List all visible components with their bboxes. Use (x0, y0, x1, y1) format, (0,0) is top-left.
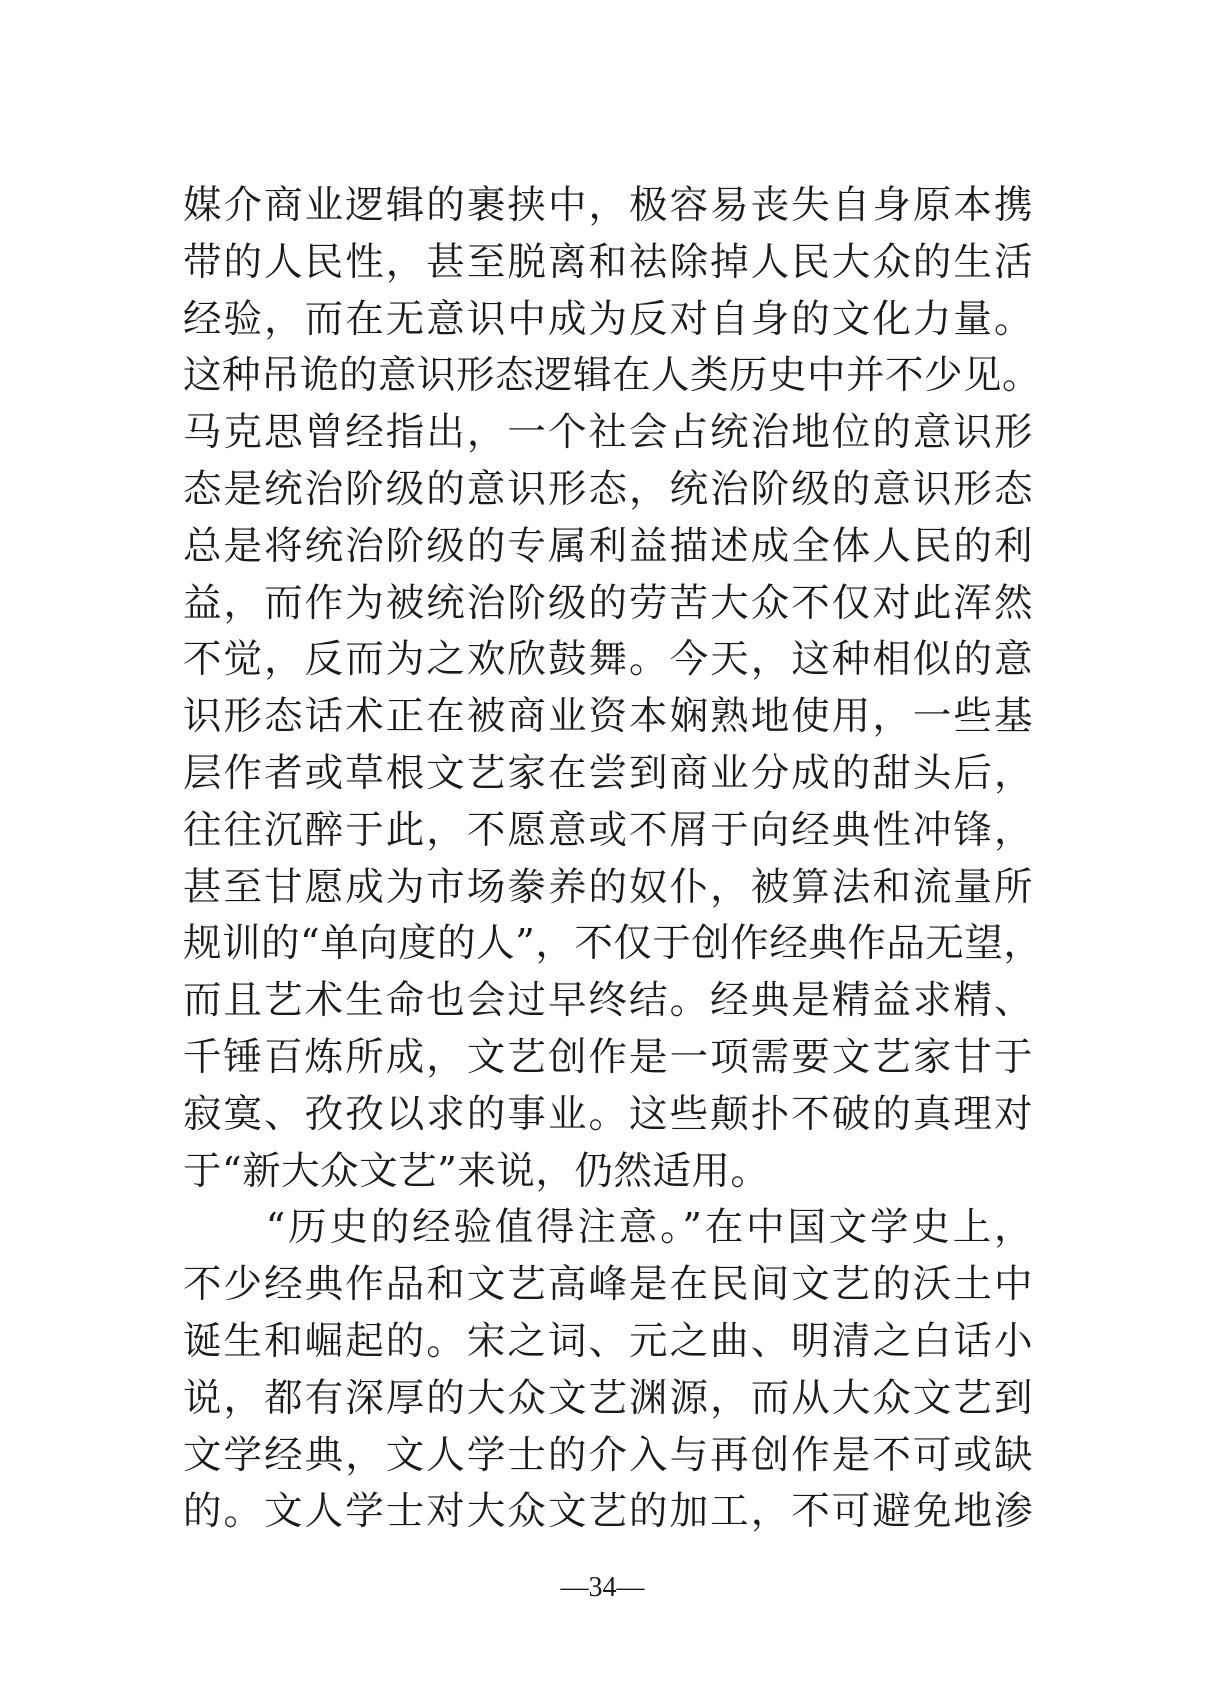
text-line: 总是将统治阶级的专属利益描述成全体人民的利 (183, 523, 1033, 569)
text-line: 识形态话术正在被商业资本娴熟地使用，一些基 (183, 694, 1033, 740)
text-line: 甚至甘愿成为市场豢养的奴仆，被算法和流量所 (183, 864, 1033, 910)
text-line: 经验，而在无意识中成为反对自身的文化力量。 (183, 296, 1033, 342)
text-line: “历史的经验值得注意。”在中国文学史上， (183, 1205, 1033, 1251)
text-line: 马克思曾经指出，一个社会占统治地位的意识形 (183, 410, 1033, 456)
body-text (183, 178, 1043, 1541)
text-line: 不少经典作品和文艺高峰是在民间文艺的沃土中 (183, 1262, 1033, 1308)
text-line: 媒介商业逻辑的裹挟中，极容易丧失自身原本携 (183, 183, 1033, 228)
text-line: 不觉，反而为之欢欣鼓舞。今天，这种相似的意 (183, 637, 1033, 683)
text-line: 态是统治阶级的意识形态，统治阶级的意识形态 (183, 466, 1033, 512)
text-line: 往往沉醉于此，不愿意或不屑于向经典性冲锋， (183, 807, 1033, 853)
paragraph-1 (183, 178, 1043, 1200)
text-line: 层作者或草根文艺家在尝到商业分成的甜头后， (183, 750, 1033, 796)
text-line: 而且艺术生命也会过早终结。经典是精益求精、 (183, 978, 1033, 1024)
text-line: 文学经典，文人学士的介入与再创作是不可或缺 (183, 1432, 1033, 1478)
paragraph-2 (183, 1200, 1033, 1541)
text-line: 诞生和崛起的。宋之词、元之曲、明清之白话小 (183, 1318, 1033, 1364)
text-line: 寂寞、孜孜以求的事业。这些颠扑不破的真理对 (183, 1091, 1033, 1137)
text-line: 益，而作为被统治阶级的劳苦大众不仅对此浑然 (183, 580, 1033, 626)
text-line: 带的人民性，甚至脱离和祛除掉人民大众的生活 (183, 239, 1033, 285)
text-line: 规训的“单向度的人”，不仅于创作经典作品无望， (183, 921, 1043, 967)
text-line: 这种吊诡的意识形态逻辑在人类历史中并不少见。 (183, 353, 1042, 399)
text-line: 于“新大众文艺”来说，仍然适用。 (183, 1148, 770, 1194)
text-line: 千锤百炼所成，文艺创作是一项需要文艺家甘于 (183, 1034, 1033, 1080)
text-line: 说，都有深厚的大众文艺渊源，而从大众文艺到 (183, 1375, 1033, 1421)
page-number: —34— (560, 1572, 645, 1603)
text-line: 的。文人学士对大众文艺的加工，不可避免地渗 (183, 1489, 1033, 1535)
